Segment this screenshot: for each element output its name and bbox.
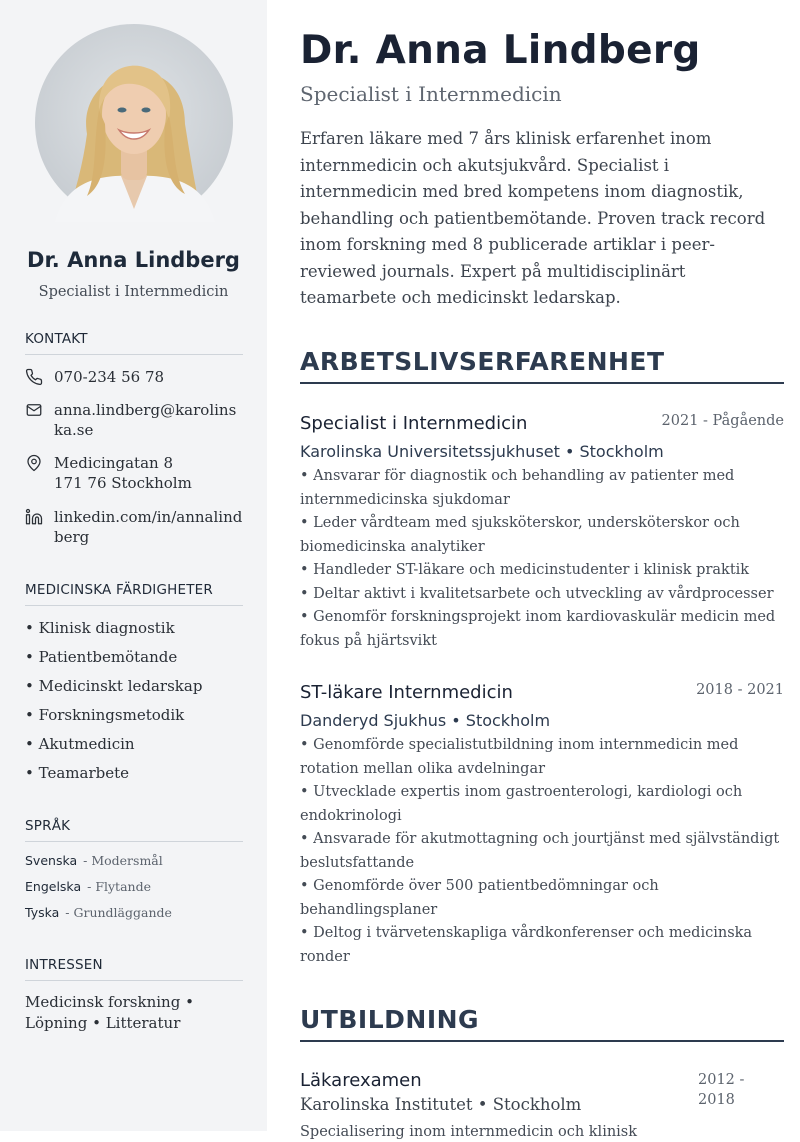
list-item: • Klinisk diagnostik <box>25 619 175 637</box>
interests-heading: INTRESSEN <box>25 957 243 981</box>
contact-address <box>25 453 243 493</box>
job-entry <box>300 413 784 653</box>
portrait-image <box>35 24 233 222</box>
sidebar-name: Dr. Anna Lindberg <box>27 248 240 272</box>
contact-heading: KONTAKT <box>25 331 243 355</box>
list-item: • Ansvarar för diagnostik och behandling av patienter med internmedicinska sjukdomar <box>300 468 735 508</box>
language-name: Svenska <box>25 853 78 868</box>
job-title: ST-läkare Internmedicin <box>300 682 513 703</box>
language-level: - Flytande <box>87 879 151 894</box>
list-item: • Ansvarade för akutmottagning och jourtjänst med självständigt beslutsfattande <box>300 831 780 871</box>
contact-email[interactable] <box>25 400 243 440</box>
profile-summary: Erfaren läkare med 7 års klinisk erfarenhet inom internmedicin och akutsjukvård. Specialist i internmedicin med bred kompetens inom diagnostik, behandling och patientbemötande. Proven track record inom forskning med 8 publicerade artiklar i peer-reviewed journals. Expert på multidisciplinärt teamarbete och medicinskt ledarskap. <box>300 129 766 307</box>
sidebar <box>0 0 267 1131</box>
job-entry <box>300 682 784 969</box>
profile-photo <box>35 24 233 222</box>
experience-heading: ARBETSLIVSERFARENHET <box>300 347 784 384</box>
education-heading: UTBILDNING <box>300 1005 784 1042</box>
interests-text: Medicinsk forskning • Löpning • Litteratur <box>25 993 194 1032</box>
job-dates: 2021 - Pågående <box>661 413 784 429</box>
skills-list <box>25 617 202 791</box>
contact-phone[interactable] <box>25 367 243 387</box>
education-description: Specialisering inom internmedicin och klinisk <box>300 1124 638 1140</box>
page-subtitle: Specialist i Internmedicin <box>300 82 562 106</box>
sidebar-title: Specialist i Internmedicin <box>38 284 229 300</box>
mail-icon <box>25 401 43 419</box>
language-name: Engelska <box>25 879 82 894</box>
page-title: Dr. Anna Lindberg <box>300 28 701 73</box>
language-name: Tyska <box>25 905 60 920</box>
address-line-1: Medicingatan 8 <box>54 454 173 472</box>
language-row <box>25 853 163 869</box>
list-item: • Forskningsmetodik <box>25 706 185 724</box>
address-line-2: 171 76 Stockholm <box>54 474 192 492</box>
list-item: • Deltar aktivt i kvalitetsarbete och utveckling av vårdprocesser <box>300 585 774 602</box>
job-title: Specialist i Internmedicin <box>300 413 528 434</box>
list-item: • Leder vårdteam med sjuksköterskor, undersköterskor och biomedicinska analytiker <box>300 515 740 555</box>
list-item: • Utvecklade expertis inom gastroenterologi, kardiologi och endokrinologi <box>300 784 743 824</box>
linkedin-icon <box>25 508 43 526</box>
contact-linkedin[interactable] <box>25 507 243 547</box>
skills-heading: MEDICINSKA FÄRDIGHETER <box>25 582 243 606</box>
education-dates: 2012 - 2018 <box>698 1072 745 1108</box>
list-item: • Handleder ST-läkare och medicinstudenter i klinisk praktik <box>300 562 750 578</box>
job-bullets <box>300 734 784 969</box>
job-employer: Karolinska Universitetssjukhuset • Stockholm <box>300 442 664 461</box>
phone-number: 070-234 56 78 <box>54 368 165 386</box>
list-item: • Medicinskt ledarskap <box>25 677 203 695</box>
email-address: anna.lindberg@karolinska.se <box>54 401 237 439</box>
degree-title: Läkarexamen <box>300 1070 422 1091</box>
list-item: • Genomför forskningsprojekt inom kardiovaskulär medicin med fokus på hjärtsvikt <box>300 609 776 649</box>
job-employer: Danderyd Sjukhus • Stockholm <box>300 711 551 730</box>
language-level: - Grundläggande <box>65 905 172 920</box>
education-institution: Karolinska Institutet • Stockholm <box>300 1095 582 1114</box>
languages-heading: SPRÅK <box>25 818 243 842</box>
phone-icon <box>25 368 43 386</box>
linkedin-url: linkedin.com/in/annalindberg <box>54 508 243 546</box>
list-item: • Genomförde över 500 patientbedömningar och behandlingsplaner <box>300 878 659 918</box>
list-item: • Patientbemötande <box>25 648 178 666</box>
language-level: - Modersmål <box>83 853 163 868</box>
list-item: • Teamarbete <box>25 764 129 782</box>
language-row <box>25 905 172 921</box>
job-dates: 2018 - 2021 <box>696 682 784 698</box>
job-bullets <box>300 465 784 653</box>
list-item: • Genomförde specialistutbildning inom internmedicin med rotation mellan olika avdelningar <box>300 737 739 777</box>
location-pin-icon <box>25 454 43 472</box>
list-item: • Deltog i tvärvetenskapliga vårdkonferenser och medicinska ronder <box>300 925 753 965</box>
education-entry <box>300 1070 784 1140</box>
language-row <box>25 879 151 895</box>
main-content <box>300 0 784 1140</box>
list-item: • Akutmedicin <box>25 735 135 753</box>
